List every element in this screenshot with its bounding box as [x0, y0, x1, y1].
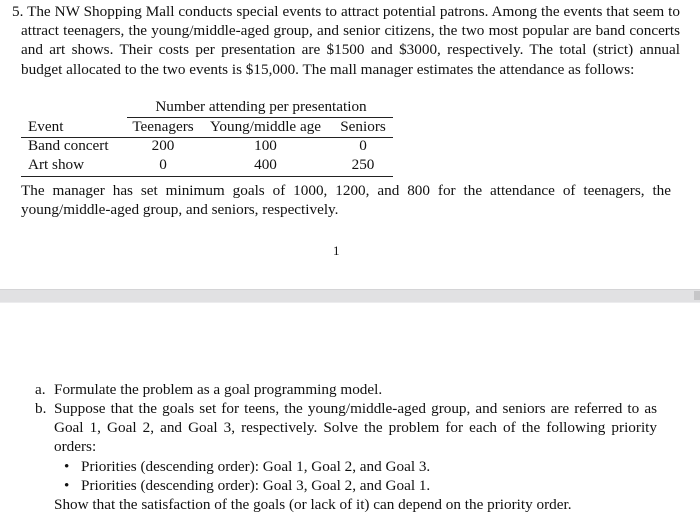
scrollbar-edge: [694, 291, 700, 300]
row-art-teen: 0: [159, 156, 167, 173]
closing-statement: Show that the satisfaction of the goals (or lack of it) can depend on the priority order.: [54, 496, 572, 513]
row-art-event: Art show: [28, 156, 85, 173]
bullet-icon: •: [64, 458, 70, 475]
priority-bullet-1-text: Priorities (descending order): Goal 1, Goal 2, and Goal 3.: [81, 458, 431, 475]
page-break-divider: [0, 289, 700, 303]
question-a: [35, 380, 657, 399]
header-seniors: Seniors: [340, 118, 386, 135]
row-band-senior: 0: [359, 137, 367, 154]
row-band-event: Band concert: [28, 137, 109, 154]
header-young-middle-age: Young/middle age: [209, 118, 322, 135]
goals-paragraph: The manager has set minimum goals of 1000, 1200, and 800 for the attendance of teenagers, the young/middle-aged group, and seniors, respectively.: [21, 182, 671, 219]
header-event: Event: [28, 118, 64, 135]
question-b: [35, 399, 657, 456]
row-band-young: 100: [254, 137, 277, 154]
row-band-teen: 200: [151, 137, 175, 154]
question-a-text: Formulate the problem as a goal programming model.: [54, 381, 383, 398]
header-teenagers: Teenagers: [132, 118, 194, 135]
priority-bullet-2: [64, 476, 430, 495]
priority-bullet-2-text: Priorities (descending order): Goal 3, Goal 2, and Goal 1.: [81, 477, 431, 494]
question-a-label: a.: [35, 381, 46, 398]
table-bottom-rule: [21, 176, 393, 177]
row-art-senior: 250: [351, 156, 375, 173]
page-number: 1: [333, 243, 340, 258]
table-group-header: Number attending per presentation: [155, 98, 367, 115]
priority-bullet-1: [64, 457, 430, 476]
question-b-text: Suppose that the goals set for teens, the young/middle-aged group, and seniors are referred to as Goal 1, Goal 2, and Goal 3, respectively. Solve the problem for each of the following priority orders:: [54, 400, 657, 455]
row-art-young: 400: [254, 156, 277, 173]
question-b-label: b.: [35, 400, 47, 417]
bullet-icon: •: [64, 477, 70, 494]
problem-intro: 5. The NW Shopping Mall conducts special events to attract potential patrons. Among the events that seem to attract teenagers, the young/middle-aged group, and senior citizens, the two most popular are band concerts and art shows. Their costs per presentation are $1500 and $3000, respectively. The total (strict) annual budget allocated to the two events is $15,000. The mall manager estimates the attendance as follows:: [12, 3, 680, 78]
